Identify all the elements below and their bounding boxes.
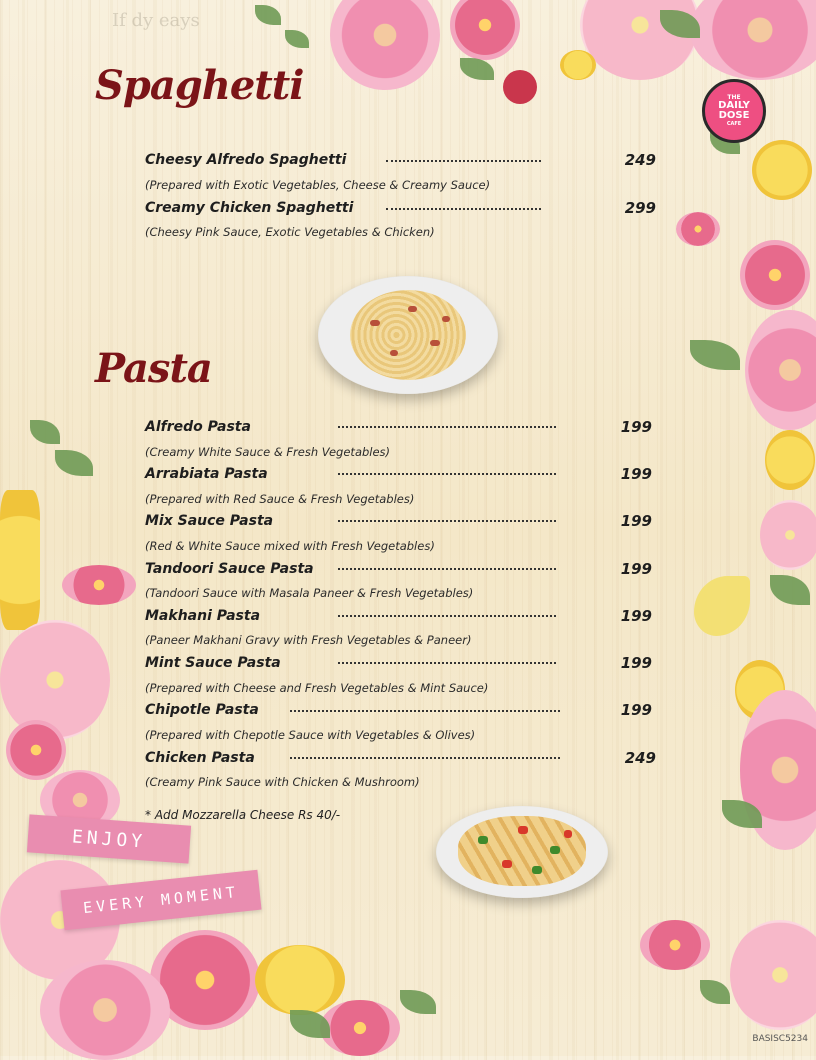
menu-item-name: Creamy Chicken Spaghetti: [145, 200, 354, 216]
menu-item-price: 199: [620, 418, 652, 436]
menu-item-name: Mix Sauce Pasta: [145, 513, 274, 529]
leader-dots: [338, 568, 556, 570]
leaf-decoration: [700, 980, 730, 1004]
menu-item-price: 199: [620, 607, 652, 625]
cafe-logo: [702, 79, 766, 143]
flower-decoration: [320, 1000, 400, 1056]
leader-dots: [338, 473, 556, 475]
logo-text-cafe: CAFE: [726, 121, 742, 127]
menu-item-description: (Red & White Sauce mixed with Fresh Vegetables): [145, 539, 435, 553]
menu-item-description: (Prepared with Exotic Vegetables, Cheese & Creamy Sauce): [145, 178, 491, 192]
leaf-decoration: [690, 340, 740, 370]
logo-text-the: THE: [727, 94, 741, 101]
pasta-title: Pasta: [95, 345, 212, 392]
menu-item-name: Cheesy Alfredo Spaghetti: [145, 152, 347, 168]
menu-item-description: (Prepared with Chepotle Sauce with Vegetables & Olives): [145, 728, 476, 742]
logo-text-daily: DAILY: [718, 100, 750, 111]
spaghetti-title: Spaghetti: [95, 62, 304, 109]
pasta-plate-image: [436, 806, 608, 898]
flower-decoration: [6, 720, 66, 780]
leader-dots: [338, 662, 556, 664]
flower-decoration: [255, 945, 345, 1015]
menu-item-price: 249: [624, 151, 656, 169]
berry-decoration: [503, 70, 537, 104]
menu-item-price: 199: [620, 701, 652, 719]
menu-item-name: Makhani Pasta: [145, 608, 261, 624]
leaf-decoration: [255, 5, 281, 25]
menu-item-price: 199: [620, 560, 652, 578]
menu-item-name: Alfredo Pasta: [145, 419, 251, 435]
menu-item-name: Chicken Pasta: [145, 750, 255, 766]
flower-decoration: [740, 240, 810, 310]
flower-decoration: [640, 920, 710, 970]
page-code: BASISC5234: [752, 1034, 808, 1044]
flower-decoration: [560, 50, 596, 80]
spaghetti-food: [350, 290, 466, 380]
menu-item-description: (Tandoori Sauce with Masala Paneer & Fresh Vegetables): [145, 586, 474, 600]
menu-item-description: (Prepared with Red Sauce & Fresh Vegetables): [145, 492, 415, 506]
leader-dots: [386, 160, 541, 162]
leaf-decoration: [30, 420, 60, 444]
flower-decoration: [765, 430, 815, 490]
spaghetti-plate-image: [318, 276, 498, 394]
menu-item-price: 199: [620, 465, 652, 483]
flower-decoration: [752, 140, 812, 200]
menu-item-price: 299: [624, 199, 656, 217]
flower-decoration: [62, 565, 136, 605]
leaf-decoration: [285, 30, 309, 48]
leader-dots: [338, 615, 556, 617]
flower-decoration: [450, 0, 520, 60]
add-on-note: * Add Mozzarella Cheese Rs 40/-: [145, 808, 341, 822]
menu-item-name: Chipotle Pasta: [145, 702, 259, 718]
leader-dots: [290, 757, 560, 759]
menu-item-price: 249: [624, 749, 656, 767]
flower-decoration: [330, 0, 440, 90]
leaf-decoration: [55, 450, 93, 476]
leaf-decoration: [460, 58, 494, 80]
flower-decoration: [40, 960, 170, 1060]
menu-item-description: (Paneer Makhani Gravy with Fresh Vegetables & Paneer): [145, 633, 472, 647]
pasta-food: [458, 816, 586, 886]
leader-dots: [386, 208, 541, 210]
leaf-decoration: [400, 990, 436, 1014]
enjoy-banner: ENJOY: [27, 814, 191, 863]
menu-item-description: (Creamy White Sauce & Fresh Vegetables): [145, 445, 391, 459]
logo-text-dose: DOSE: [718, 110, 750, 121]
every-moment-banner: EVERY MOMENT: [60, 870, 261, 930]
flower-decoration: [690, 0, 816, 80]
menu-item-name: Mint Sauce Pasta: [145, 655, 281, 671]
flower-decoration: [745, 310, 816, 430]
leader-dots: [290, 710, 560, 712]
menu-item-description: (Creamy Pink Sauce with Chicken & Mushroom): [145, 775, 420, 789]
flower-decoration: [0, 620, 110, 740]
flower-decoration: [760, 500, 816, 570]
leader-dots: [338, 520, 556, 522]
background-texture-text: If dy eays: [112, 10, 200, 31]
flower-decoration: [676, 212, 720, 246]
menu-item-description: (Cheesy Pink Sauce, Exotic Vegetables & Chicken): [145, 225, 435, 239]
menu-item-name: Arrabiata Pasta: [145, 466, 268, 482]
menu-item-price: 199: [620, 512, 652, 530]
menu-item-name: Tandoori Sauce Pasta: [145, 561, 314, 577]
leader-dots: [338, 426, 556, 428]
flower-decoration: [730, 920, 816, 1030]
menu-item-description: (Prepared with Cheese and Fresh Vegetables & Mint Sauce): [145, 681, 489, 695]
butterfly-decoration: [694, 576, 750, 636]
flower-decoration: [0, 490, 40, 630]
menu-item-price: 199: [620, 654, 652, 672]
leaf-decoration: [770, 575, 810, 605]
